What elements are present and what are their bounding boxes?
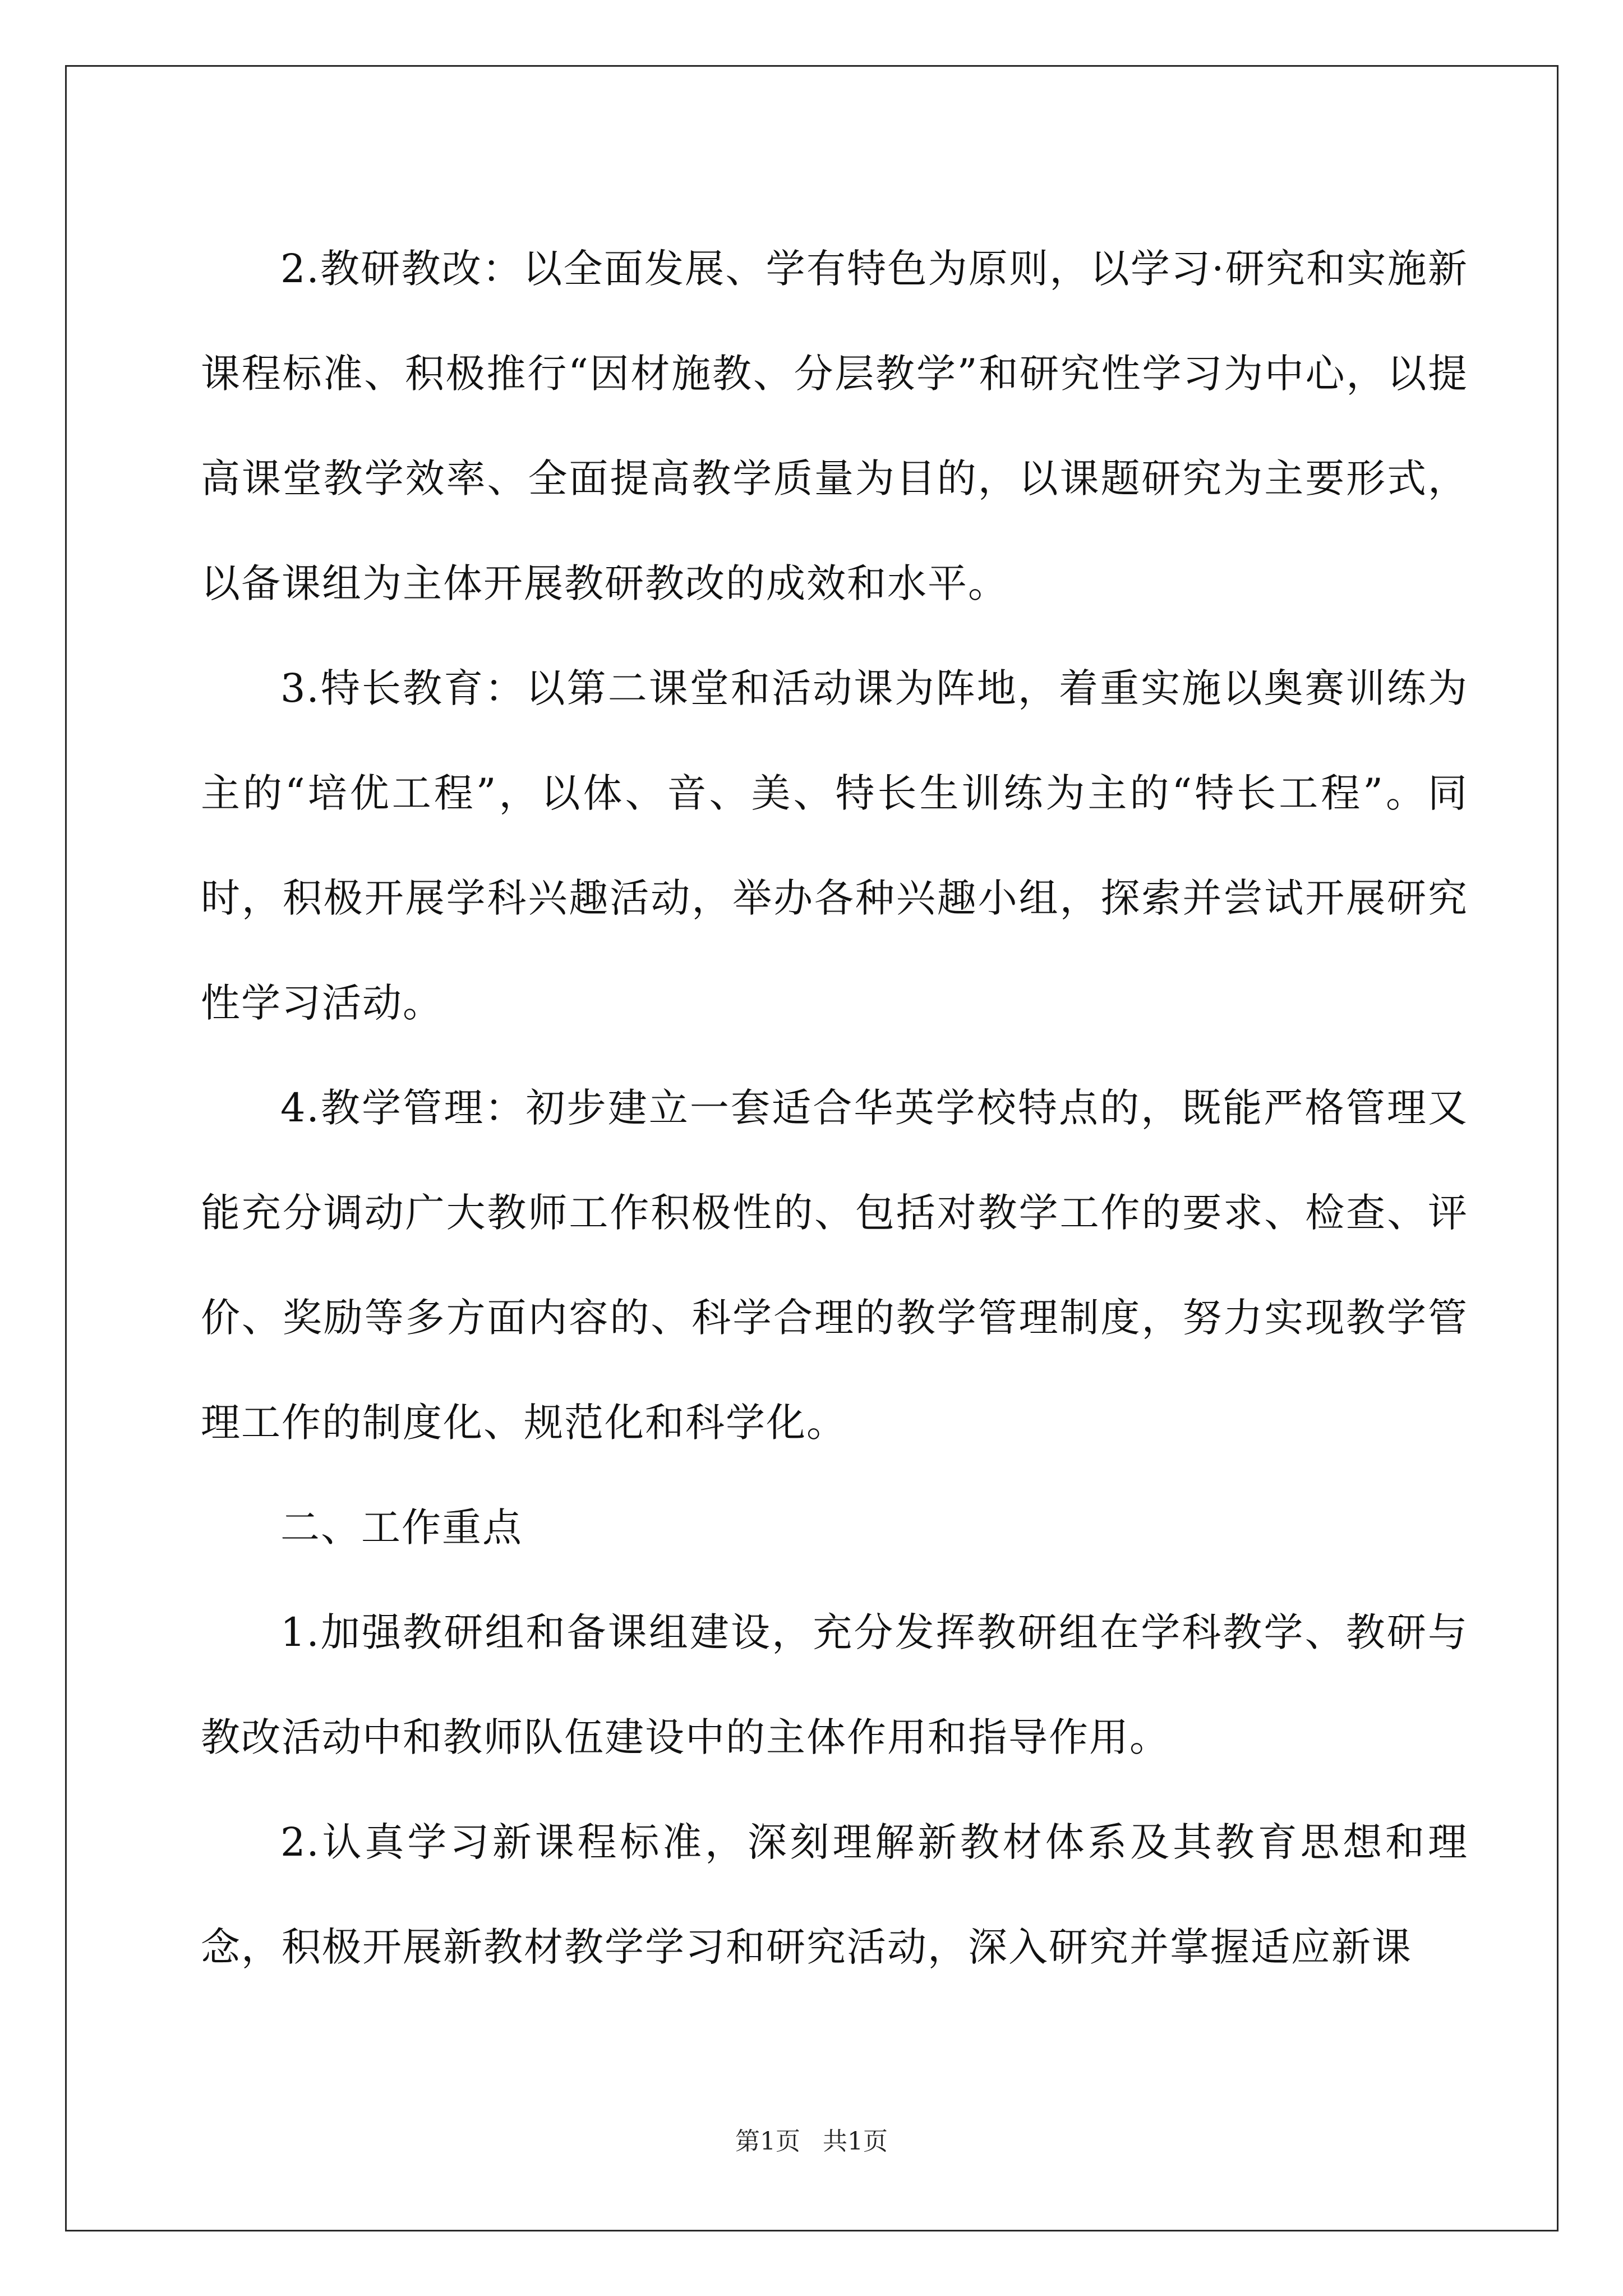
page-footer	[0, 2125, 1623, 2159]
paragraph-teaching-research: 2.教研教改：以全面发展、学有特色为原则，以学习·研究和实施新课程标准、积极推行“因材施教、分层教学”和研究性学习为中心，以提高课堂教学效率、全面提高教学质量为目的，以课题研究为主要形式，以备课组为主体开展教研教改的成效和水平。	[201, 246, 1468, 606]
page-total: 共1页	[823, 2127, 888, 2156]
document-body	[201, 217, 1468, 2000]
paragraph-focus-2: 2.认真学习新课程标准，深刻理解新教材体系及其教育思想和理念，积极开展新教材教学学习和研究活动，深入研究并掌握适应新课	[201, 1819, 1468, 1970]
paragraph-specialty-education: 3.特长教育：以第二课堂和活动课为阵地，着重实施以奥赛训练为主的“培优工程”，以体、音、美、特长生训练为主的“特长工程”。同时，积极开展学科兴趣活动，举办各种兴趣小组，探索并尝试开展研究性学习活动。	[201, 665, 1468, 1026]
section-heading-work-focus: 二、工作重点	[280, 1504, 523, 1550]
paragraph-teaching-management: 4.教学管理：初步建立一套适合华英学校特点的，既能严格管理又能充分调动广大教师工作积极性的、包括对教学工作的要求、检查、评价、奖励等多方面内容的、科学合理的教学管理制度，努力实现教学管理工作的制度化、规范化和科学化。	[201, 1085, 1468, 1446]
paragraph-focus-1: 1.加强教研组和备课组建设，充分发挥教研组在学科教学、教研与教改活动中和教师队伍建设中的主体作用和指导作用。	[201, 1609, 1468, 1760]
page-number: 第1页	[735, 2127, 800, 2156]
